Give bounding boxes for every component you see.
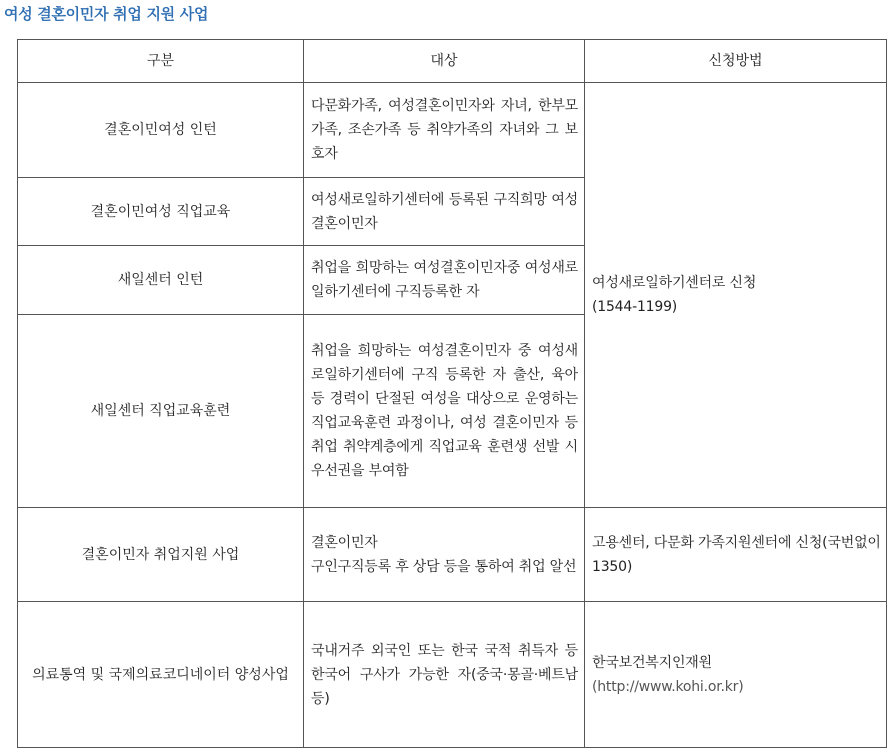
method-cell-shared — [585, 83, 887, 508]
target-cell: 다문화가족, 여성결혼이민자와 자녀, 한부모가족, 조손가족 등 취약가족의 자녀와 그 보호자 — [304, 83, 585, 178]
method-cell — [585, 602, 887, 748]
method-url-link[interactable]: (http://www.kohi.or.kr) — [592, 678, 744, 695]
target-cell: 여성새로일하기센터에 등록된 구직희망 여성결혼이민자 — [304, 178, 585, 246]
method-phone: (1544-1199) — [592, 299, 678, 315]
method-org: 한국보건복지인재원 — [592, 654, 712, 671]
method-text: 여성새로일하기센터로 신청 — [592, 275, 757, 291]
target-cell: 국내거주 외국인 또는 한국 국적 취득자 등 한국어 구사가 가능한 자(중국·몽골·베트남 등) — [304, 602, 585, 748]
target-line: 구인구직등록 후 상담 등을 통하여 취업 알선 — [311, 558, 577, 575]
table-row — [18, 508, 887, 602]
category-cell: 새일센터 인턴 — [18, 246, 304, 315]
category-cell: 의료통역 및 국제의료코디네이터 양성사업 — [18, 602, 304, 748]
header-method: 신청방법 — [585, 40, 887, 83]
header-target: 대상 — [304, 40, 585, 83]
table-row — [18, 83, 887, 178]
category-cell: 결혼이민자 취업지원 사업 — [18, 508, 304, 602]
table-row — [18, 602, 887, 748]
category-cell: 결혼이민여성 인턴 — [18, 83, 304, 178]
page-title: 여성 결혼이민자 취업 지원 사업 — [4, 5, 209, 23]
target-cell: 취업을 희망하는 여성결혼이민자 중 여성새로일하기센터에 구직 등록한 자 출산, 육아 등 경력이 단절된 여성을 대상으로 운영하는 직업교육훈련 과정이나, 여성 결혼이민자 등 취업 취약계층에게 직업교육 훈련생 선발 시 우선권을 부여함 — [304, 315, 585, 508]
target-line: 결혼이민자 — [311, 534, 378, 551]
category-cell: 새일센터 직업교육훈련 — [18, 315, 304, 508]
target-cell — [304, 508, 585, 602]
target-cell: 취업을 희망하는 여성결혼이민자중 여성새로일하기센터에 구직등록한 자 — [304, 246, 585, 315]
program-table — [17, 39, 887, 748]
method-cell: 고용센터, 다문화 가족지원센터에 신청(국번없이 1350) — [585, 508, 887, 602]
category-cell: 결혼이민여성 직업교육 — [18, 178, 304, 246]
header-category: 구분 — [18, 40, 304, 83]
table-header-row — [18, 40, 887, 83]
